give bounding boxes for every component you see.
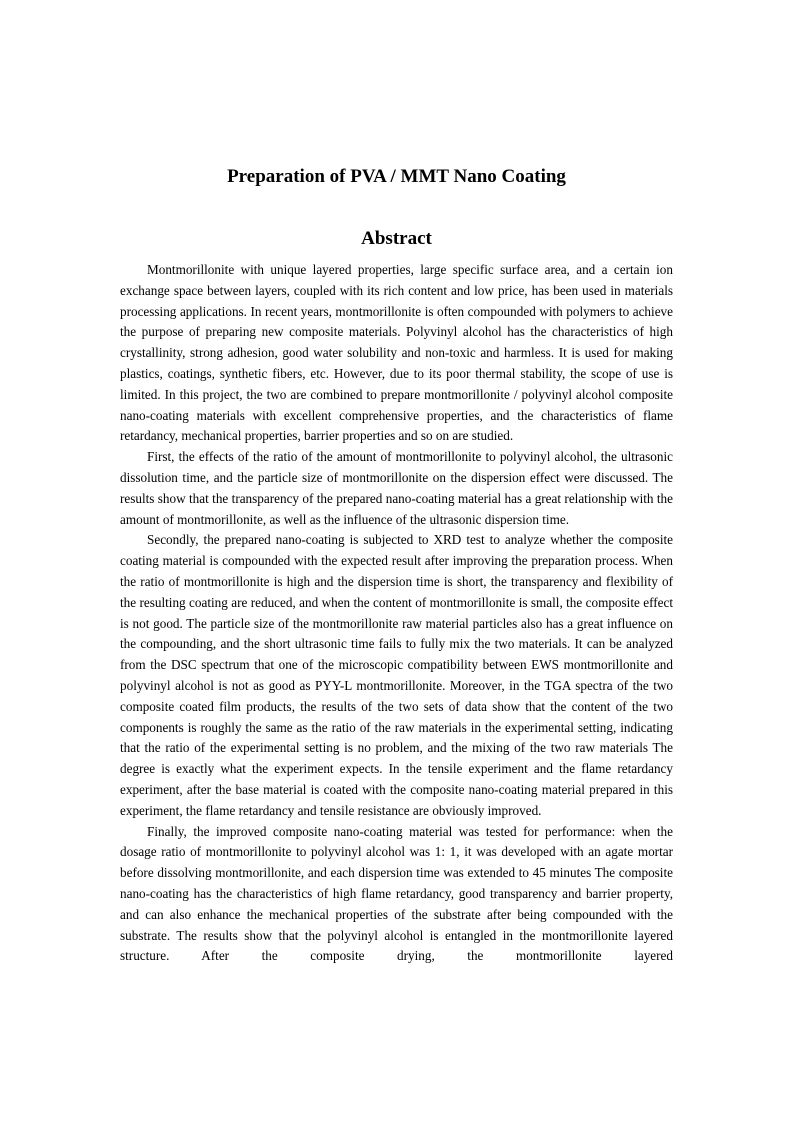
- abstract-paragraph-1: Montmorillonite with unique layered properties, large specific surface area, and a certain ion exchange space between layers, coupled with its rich content and low price, has been used in materials processing applications. In recent years, montmorillonite is often compounded with polymers to achieve the purpose of preparing new composite materials. Polyvinyl alcohol has the characteristics of high crystallinity, strong adhesion, good water solubility and non-toxic and harmless. It is used for making plastics, coatings, synthetic fibers, etc. However, due to its poor thermal stability, the scope of use is limited. In this project, the two are combined to prepare montmorillonite / polyvinyl alcohol composite nano-coating materials with excellent comprehensive properties, and the characteristics of flame retardancy, mechanical properties, barrier properties and so on are studied.: [120, 262, 673, 444]
- abstract-paragraph-2: First, the effects of the ratio of the amount of montmorillonite to polyvinyl alcohol, the ultrasonic dissolution time, and the particle size of montmorillonite on the dispersion effect were discussed. The results show that the transparency of the prepared nano-coating material has a great relationship with the amount of montmorillonite, as well as the influence of the ultrasonic dispersion time.: [120, 449, 673, 527]
- abstract-paragraph-3: Secondly, the prepared nano-coating is subjected to XRD test to analyze whether the composite coating material is compounded with the expected result after improving the preparation process. When the ratio of montmorillonite is high and the dispersion time is short, the transparency and flexibility of the resulting coating are reduced, and when the content of montmorillonite is small, the composite effect is not good. The particle size of the montmorillonite raw material particles also has a great influence on the compounding, and the short ultrasonic time fails to fully mix the two materials. It can be analyzed from the DSC spectrum that one of the microscopic compatibility between EWS montmorillonite and polyvinyl alcohol is not as good as PYY-L montmorillonite. Moreover, in the TGA spectra of the two composite coated film products, the results of the two sets of data show that the content of the two components is roughly the same as the ratio of the raw materials in the experimental setting, indicating that the ratio of the experimental setting is no problem, and the mixing of the two raw materials The degree is exactly what the experiment expects. In the tensile experiment and the flame retardancy experiment, after the base material is coated with the composite nano-coating material prepared in this experiment, the flame retardancy and tensile resistance are obviously improved.: [120, 532, 673, 818]
- abstract-heading: Abstract: [361, 228, 432, 249]
- paper-title: Preparation of PVA / MMT Nano Coating: [227, 166, 566, 187]
- abstract-paragraph-4: Finally, the improved composite nano-coating material was tested for performance: when the dosage ratio of montmorillonite to polyvinyl alcohol was 1: 1, it was developed with an agate mortar before dissolving montmorillonite, and each dispersion time was extended to 45 minutes The composite nano-coating has the characteristics of high flame retardancy, good transparency and barrier property, and can also enhance the mechanical properties of the substrate after being compounded with the substrate. The results show that the polyvinyl alcohol is entangled in the montmorillonite layered structure. After the composite drying, the montmorillonite layered: [120, 823, 673, 964]
- abstract-body: [120, 260, 673, 967]
